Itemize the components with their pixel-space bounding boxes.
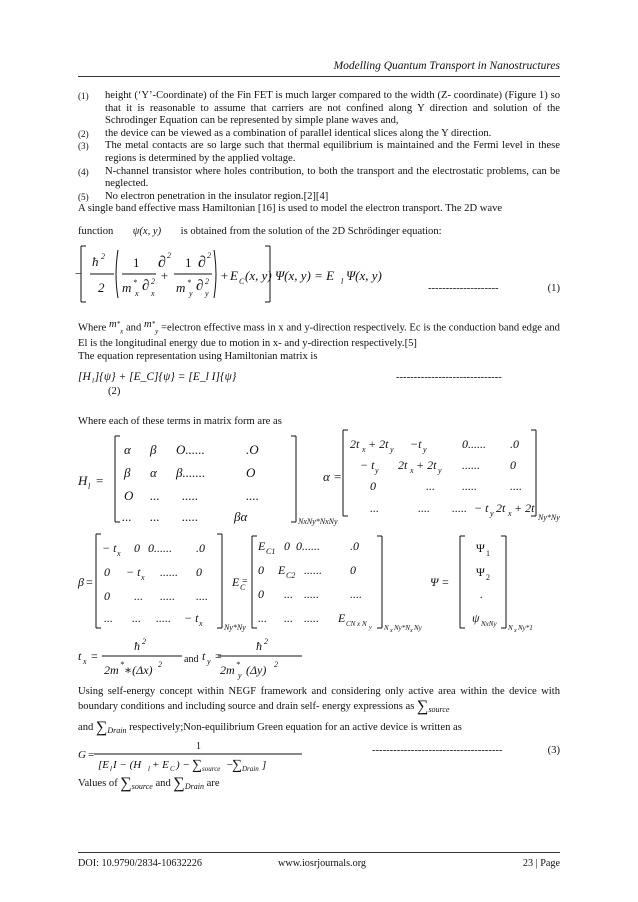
svg-text:Ψ: Ψ — [430, 575, 439, 589]
svg-text:=: = — [96, 473, 104, 488]
svg-text:x: x — [199, 619, 203, 628]
svg-text:0: 0 — [510, 458, 516, 472]
svg-text:C: C — [240, 583, 246, 592]
svg-text:Ψ: Ψ — [476, 541, 485, 555]
svg-text:− t: − t — [184, 611, 199, 625]
svg-text:t: t — [202, 649, 206, 663]
svg-text:Drain: Drain — [242, 765, 259, 773]
svg-text:Ny*Ny: Ny*Ny — [538, 513, 560, 522]
svg-text:...: ... — [150, 509, 160, 524]
list-item: (2) the device can be viewed as a combination of parallel identical slices along the Y direction. — [78, 127, 492, 139]
svg-text:.....: ..... — [156, 611, 171, 625]
svg-text:=: = — [442, 575, 449, 589]
svg-text:ħ: ħ — [134, 639, 140, 653]
hamiltonian-intro: A single band effective mass Hamiltonian [16] is used to model the electron transport. The 2D wave — [78, 203, 503, 215]
svg-text:β: β — [78, 575, 84, 589]
svg-text:and: and — [184, 654, 199, 665]
list-item: (5) No electron penetration in the insulator region.[2][4] — [78, 190, 329, 202]
svg-text:β.......: β....... — [176, 465, 206, 480]
svg-text:x: x — [357, 620, 361, 628]
svg-text:N: N — [362, 620, 367, 628]
svg-text:Ψ(x, y) = E: Ψ(x, y) = E — [275, 268, 335, 283]
svg-text:β: β — [124, 465, 131, 480]
schrodinger-equation — [74, 244, 478, 304]
svg-text:2: 2 — [207, 251, 211, 260]
svg-text:+: + — [160, 268, 169, 283]
svg-text:Ψ(x, y): Ψ(x, y) — [346, 268, 382, 283]
svg-text:*: * — [120, 660, 124, 669]
hamiltonian-matrix-equation: [H₁]{ψ} + [E_C]{ψ} = [E_l I]{ψ} — [78, 371, 237, 383]
svg-text:y: y — [375, 466, 379, 475]
eq2-leader: ------------------------------ — [396, 372, 502, 383]
svg-text:0: 0 — [196, 565, 202, 579]
svg-text:Ψ: Ψ — [476, 565, 485, 579]
svg-text:2m: 2m — [104, 663, 119, 677]
svg-text:C: C — [170, 765, 175, 773]
svg-text:NxNy*NxNy: NxNy*NxNy — [298, 517, 338, 526]
svg-text:∂: ∂ — [198, 254, 206, 271]
list-item: (4) N-channel transistor where holes contribution, to both the transport and the electrostatic problems, can be neglected. — [78, 165, 560, 190]
svg-text:...: ... — [258, 611, 267, 625]
svg-text:C2: C2 — [286, 571, 296, 580]
svg-text:2: 2 — [142, 637, 146, 646]
svg-text:...: ... — [104, 611, 113, 625]
svg-text:...: ... — [284, 611, 293, 625]
svg-text:E: E — [278, 563, 286, 577]
svg-text:+ 2t: + 2t — [368, 437, 389, 451]
svg-text:=: = — [91, 649, 98, 663]
svg-text:*: * — [236, 660, 240, 669]
svg-text:......: ...... — [462, 458, 480, 472]
svg-text:2: 2 — [151, 277, 155, 286]
svg-text:−: − — [74, 266, 83, 281]
svg-text:2: 2 — [101, 252, 105, 261]
svg-text:x: x — [410, 628, 413, 634]
svg-text:y: y — [369, 625, 372, 631]
svg-text:2: 2 — [158, 660, 162, 669]
svg-text:2: 2 — [264, 637, 268, 646]
svg-text:0......: 0...... — [296, 539, 320, 553]
svg-text:......: ...... — [304, 563, 322, 577]
svg-text:0: 0 — [258, 587, 264, 601]
svg-text:y: y — [205, 289, 209, 298]
svg-text:O: O — [246, 465, 256, 480]
svg-text:...: ... — [150, 488, 160, 503]
svg-text:l: l — [148, 765, 150, 773]
assumptions-list — [78, 90, 560, 216]
svg-text:m: m — [176, 280, 186, 295]
svg-text:2t: 2t — [398, 458, 408, 472]
eq3-number: (3) — [547, 745, 560, 756]
svg-text:E: E — [258, 539, 266, 553]
svg-text:x: x — [390, 628, 393, 634]
svg-text:∂: ∂ — [196, 278, 204, 294]
svg-text:1: 1 — [133, 255, 140, 270]
svg-text:x: x — [117, 549, 121, 558]
svg-text:=: = — [334, 469, 342, 484]
svg-text:.....: ..... — [462, 479, 477, 493]
svg-text:E: E — [232, 575, 240, 589]
svg-text:y: y — [423, 445, 427, 454]
svg-text:− t: − t — [126, 565, 141, 579]
eq1-number: (1) — [547, 283, 560, 294]
svg-text:N: N — [508, 624, 513, 632]
svg-text:+ 2t: + 2t — [514, 501, 535, 515]
svg-text:−: − — [226, 759, 234, 771]
svg-text:*: * — [133, 278, 137, 287]
matrix-repr-line: The equation representation using Hamiltonian matrix is — [78, 350, 318, 362]
svg-text:) −: ) − — [176, 759, 190, 771]
svg-text:.....: ..... — [452, 501, 467, 515]
green-function-equation — [78, 736, 378, 776]
svg-text:∂: ∂ — [158, 254, 166, 271]
svg-text:0: 0 — [104, 589, 110, 603]
svg-text:...: ... — [370, 501, 379, 515]
svg-text:∗(Δx): ∗(Δx) — [124, 663, 153, 677]
header-rule — [78, 76, 560, 77]
svg-text:α: α — [150, 465, 157, 480]
svg-text:+: + — [220, 268, 229, 283]
svg-text:2: 2 — [98, 280, 105, 295]
svg-text:−t: −t — [410, 437, 422, 451]
svg-text:l: l — [341, 277, 344, 286]
svg-text:x: x — [83, 657, 87, 666]
svg-text:y: y — [207, 657, 211, 666]
svg-text:.0: .0 — [196, 541, 205, 555]
svg-text:....: .... — [350, 587, 362, 601]
running-title: Modelling Quantum Transport in Nanostructures — [333, 60, 560, 72]
svg-text:α: α — [323, 469, 330, 484]
eq1-leader: -------------------- — [428, 283, 499, 294]
svg-text:ħ: ħ — [256, 639, 262, 653]
svg-text:2: 2 — [486, 573, 490, 582]
svg-text:x: x — [410, 466, 414, 475]
svg-text:t: t — [78, 649, 82, 663]
where-effective-mass: Where $m^*_x$ and $m^*_y$ =electron effective mass in x and y-direction respectively. Ec is the conduction band edge and El is the longitudinal energy due to motion in x- and y-direction respectively.[5] The equation representation using Hamiltonian matrix is — [78, 318, 560, 362]
svg-text:.....: ..... — [304, 611, 319, 625]
svg-text:0......: 0...... — [462, 437, 486, 451]
svg-text:Ny*Ny: Ny*Ny — [224, 623, 246, 632]
svg-text:Ny: Ny — [414, 624, 422, 632]
svg-text:y: y — [390, 445, 394, 454]
svg-text:C1: C1 — [266, 547, 276, 556]
svg-text:2: 2 — [205, 277, 209, 286]
svg-text:I − (H: I − (H — [113, 759, 142, 771]
svg-text:=: = — [88, 749, 95, 761]
svg-text:1: 1 — [185, 255, 192, 270]
svg-text:......: ...... — [160, 565, 178, 579]
svg-text:α: α — [124, 442, 131, 457]
svg-text:ħ: ħ — [92, 254, 99, 269]
h1-alpha-matrices — [78, 430, 560, 530]
svg-text:2: 2 — [167, 251, 171, 260]
svg-text:m: m — [122, 280, 132, 295]
footer-page: 23 | Page — [522, 858, 560, 869]
svg-text:source: source — [202, 765, 221, 773]
svg-text:∑: ∑ — [232, 758, 242, 773]
svg-text:]: ] — [262, 759, 267, 771]
svg-text:=: = — [86, 575, 93, 589]
svg-text:.....: ..... — [182, 488, 199, 503]
svg-text:(Δy): (Δy) — [246, 663, 267, 677]
eq2-number: (2) — [108, 386, 121, 397]
tx-ty-definitions — [78, 634, 378, 680]
svg-text:...: ... — [132, 611, 141, 625]
svg-text:C: C — [239, 277, 245, 286]
svg-text:y: y — [490, 509, 494, 518]
svg-text:βα: βα — [234, 509, 248, 524]
svg-text:2t: 2t — [496, 501, 506, 515]
svg-text:x: x — [151, 289, 155, 298]
svg-text:+ E: + E — [152, 759, 169, 771]
list-item: (3) The metal contacts are so large such that thermal equilibrium is maintained and the Fermi level in these regions is determined by the applied voltage. — [78, 140, 560, 164]
svg-text:∂: ∂ — [142, 278, 150, 294]
svg-text:l: l — [110, 765, 112, 773]
svg-text:x: x — [141, 573, 145, 582]
svg-text:Ny*1: Ny*1 — [518, 624, 533, 632]
svg-text:[E: [E — [98, 759, 109, 771]
svg-text:0: 0 — [284, 539, 290, 553]
svg-text:.....: ..... — [182, 509, 199, 524]
svg-text:=: = — [242, 576, 248, 587]
each-term-line: Where each of these terms in matrix form are as — [78, 416, 282, 427]
beta-ec-psi-matrices — [78, 532, 560, 632]
svg-text:y: y — [438, 466, 442, 475]
svg-text:.0: .0 — [350, 539, 359, 553]
svg-text:2: 2 — [274, 660, 278, 669]
svg-text:y: y — [189, 289, 193, 298]
svg-text:0: 0 — [134, 541, 140, 555]
values-of-line: Values of $\sum_{source}$ and $\sum_{Drain}$ are — [78, 775, 220, 792]
svg-text:=: = — [215, 649, 222, 663]
svg-text:+ 2t: + 2t — [416, 458, 437, 472]
list-item: (1) height (‘Y’-Coordinate) of the Fin FET is much larger compared to the width (Z- coordinate) (Figure 1) so that it is reasonable to assume that carriers are not confined along Y direction and solution of the Schrodinger Equation can be represented by simple plane waves and, — [78, 90, 560, 127]
svg-text:.....: ..... — [304, 587, 319, 601]
svg-text:G: G — [78, 749, 86, 761]
svg-text:(x, y): (x, y) — [245, 268, 272, 283]
svg-text:...: ... — [122, 509, 132, 524]
footer-rule — [78, 852, 560, 853]
svg-text:x: x — [514, 628, 517, 634]
svg-text:1: 1 — [486, 549, 490, 558]
svg-text:E: E — [338, 611, 346, 625]
svg-text:N: N — [384, 624, 389, 632]
svg-text:0: 0 — [350, 563, 356, 577]
svg-text:O: O — [124, 488, 134, 503]
svg-text:0: 0 — [370, 479, 376, 493]
svg-text:.O: .O — [246, 442, 259, 457]
svg-text:....: .... — [418, 501, 430, 515]
svg-text:H: H — [78, 473, 88, 488]
svg-text:...: ... — [134, 589, 143, 603]
svg-text:0: 0 — [104, 565, 110, 579]
function-line: function ψ(x, y) is obtained from the solution of the 2D Schrödinger equation: — [78, 226, 442, 237]
svg-text:Ny*N: Ny*N — [394, 624, 410, 632]
svg-text:.: . — [480, 587, 483, 601]
svg-text:E: E — [230, 268, 238, 283]
svg-text:.0: .0 — [510, 437, 519, 451]
svg-text:...: ... — [284, 587, 293, 601]
svg-text:....: .... — [196, 589, 208, 603]
svg-text:x: x — [362, 445, 366, 454]
svg-text:1: 1 — [196, 741, 201, 752]
svg-text:y: y — [238, 671, 242, 680]
svg-text:x: x — [135, 289, 139, 298]
svg-text:− t: − t — [474, 501, 489, 515]
svg-text:...: ... — [426, 479, 435, 493]
svg-text:....: .... — [246, 488, 259, 503]
svg-text:NxNy: NxNy — [481, 620, 497, 628]
svg-text:0......: 0...... — [148, 541, 172, 555]
svg-text:l: l — [88, 482, 91, 491]
svg-text:2t: 2t — [350, 437, 360, 451]
svg-text:*: * — [187, 278, 191, 287]
svg-text:O......: O...... — [176, 442, 205, 457]
footer-doi: DOI: 10.9790/2834-10632226 — [78, 858, 202, 869]
svg-text:x: x — [508, 509, 512, 518]
svg-text:− t: − t — [102, 541, 117, 555]
eq3-leader: ------------------------------------- — [372, 745, 503, 756]
svg-text:2m: 2m — [220, 663, 235, 677]
svg-text:ψ: ψ — [472, 611, 480, 625]
svg-text:CN: CN — [346, 620, 356, 628]
self-energy-paragraph: Using self-energy concept within NEGF framework and considering only active area within the device with boundary conditions and including source and drain self- energy expressions as $\sum_{source}$ and $\sum_{Drain}$ respectively;Non-equilibrium Green equation for an active device is written as — [78, 686, 560, 737]
svg-text:....: .... — [510, 479, 522, 493]
footer-site: www.iosrjournals.org — [278, 858, 367, 869]
svg-text:0: 0 — [258, 563, 264, 577]
svg-text:.....: ..... — [160, 589, 175, 603]
svg-text:∑: ∑ — [192, 758, 202, 773]
svg-text:− t: − t — [360, 458, 375, 472]
svg-text:β: β — [150, 442, 157, 457]
